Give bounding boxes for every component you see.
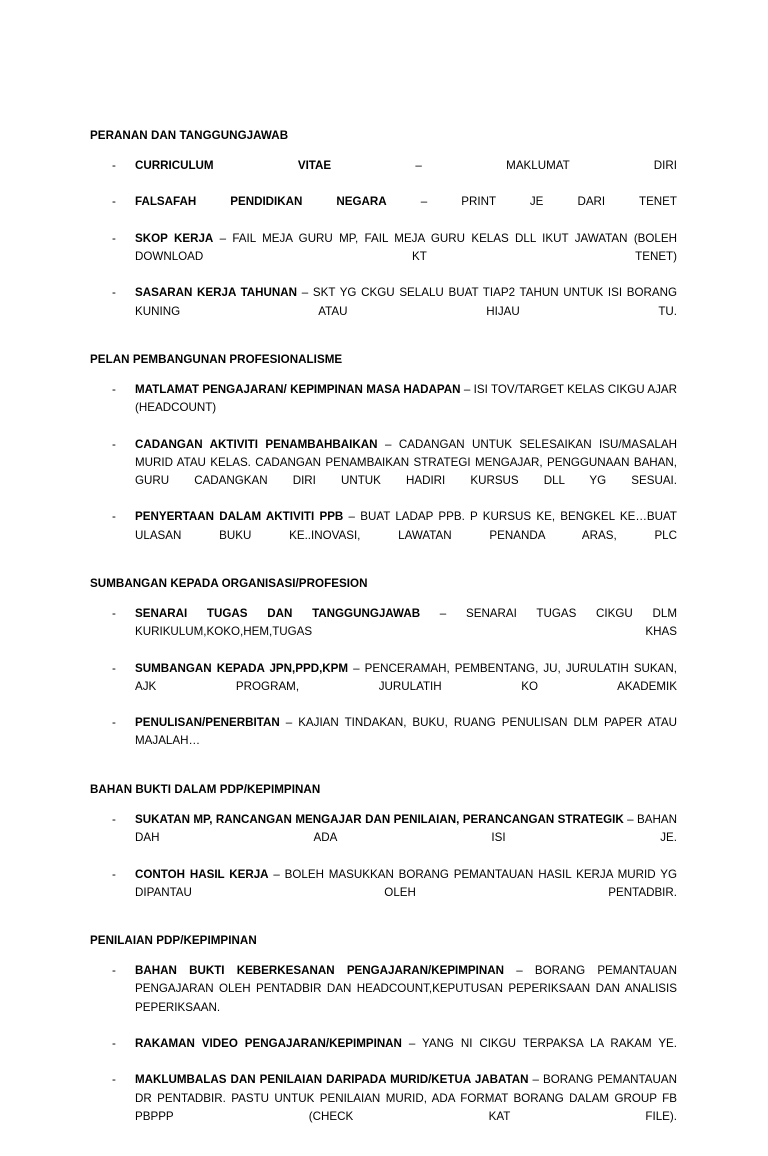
- item-lead: FALSAFAH PENDIDIKAN NEGARA: [135, 195, 387, 209]
- list-item: [90, 660, 677, 715]
- item-lead: CADANGAN AKTIVITI PENAMBAHBAIKAN: [135, 437, 378, 451]
- list-item: [90, 157, 677, 193]
- section-bahan-bukti: [90, 781, 677, 920]
- section-peranan: [90, 127, 677, 339]
- list-item: [90, 1071, 677, 1144]
- list-item: [90, 605, 677, 660]
- item-text: – YANG NI CIKGU TERPAKSA LA RAKAM YE.: [401, 1036, 678, 1050]
- item-lead: BAHAN BUKTI KEBERKESANAN PENGAJARAN/KEPIMPINAN: [135, 964, 504, 978]
- bullet-list: [90, 157, 677, 339]
- item-lead: SASARAN KERJA TAHUNAN: [135, 286, 298, 300]
- section-sumbangan: [90, 575, 677, 769]
- section-penilaian: [90, 932, 677, 1144]
- list-item: [90, 193, 677, 229]
- item-lead: PENULISAN/PENERBITAN: [135, 716, 280, 730]
- dash-bullet: -: [112, 964, 116, 978]
- item-lead: SKOP KERJA: [135, 231, 214, 245]
- item-lead: SUKATAN MP, RANCANGAN MENGAJAR DAN PENILAIAN, PERANCANGAN STRATEGIK: [135, 812, 624, 826]
- item-text: – BORANG PEMANTAUAN DR PENTADBIR. PASTU UNTUK PENILAIAN MURID, ADA FORMAT BORANG DALAM GROUP FB PBPPP (CHECK KAT FILE).: [135, 1073, 677, 1123]
- section-heading: PERANAN DAN TANGGUNGJAWAB: [90, 129, 289, 142]
- item-text: – MAKLUMAT DIRI: [331, 159, 677, 172]
- dash-bullet: -: [112, 159, 116, 172]
- item-text: – FAIL MEJA GURU MP, FAIL MEJA GURU KELAS DLL IKUT JAWATAN (BOLEH DOWNLOAD KT TENET): [135, 231, 677, 264]
- dash-bullet: -: [112, 510, 116, 524]
- section-heading: BAHAN BUKTI DALAM PDP/KEPIMPINAN: [90, 782, 321, 796]
- item-text: – PRINT JE DARI TENET: [386, 195, 677, 209]
- dash-bullet: -: [112, 716, 116, 730]
- item-lead: MAKLUMBALAS DAN PENILAIAN DARIPADA MURID/KETUA JABATAN: [135, 1073, 529, 1087]
- item-lead: MATLAMAT PENGAJARAN/ KEPIMPINAN MASA HADAPAN: [135, 383, 461, 397]
- item-lead: PENYERTAAN DALAM AKTIVITI PPB: [135, 510, 344, 524]
- section-heading: PENILAIAN PDP/KEPIMPINAN: [90, 934, 257, 948]
- item-lead: SENARAI TUGAS DAN TANGGUNGJAWAB: [135, 607, 421, 621]
- dash-bullet: -: [112, 661, 116, 675]
- dash-bullet: -: [112, 867, 116, 881]
- list-item: [90, 230, 677, 285]
- item-text: – PENCERAMAH, PEMBENTANG, JU, JURULATIH SUKAN, AJK PROGRAM, JURULATIH KO AKADEMIK: [135, 661, 677, 693]
- dash-bullet: -: [112, 812, 116, 826]
- dash-bullet: -: [112, 1036, 116, 1050]
- item-text: – SKT YG CKGU SELALU BUAT TIAP2 TAHUN UNTUK ISI BORANG KUNING ATAU HIJAU TU.: [135, 286, 677, 318]
- list-item: [90, 381, 677, 436]
- section-pelan: [90, 351, 677, 563]
- item-text: – BORANG PEMANTAUAN PENGAJARAN OLEH PENTADBIR DAN HEADCOUNT,KEPUTUSAN PEPERIKSAAN DAN ANALISIS PEPERIKSAAN.: [135, 964, 677, 1014]
- item-text: – BUAT LADAP PPB. P KURSUS KE, BENGKEL KE…BUAT ULASAN BUKU KE..INOVASI, LAWATAN PENANDA ARAS, PLC: [135, 510, 677, 542]
- list-item: [90, 866, 677, 921]
- document-body: [90, 127, 677, 1156]
- section-heading: SUMBANGAN KEPADA ORGANISASI/PROFESION: [90, 577, 368, 591]
- list-item: [90, 284, 677, 339]
- dash-bullet: -: [112, 195, 116, 209]
- list-item: [90, 811, 677, 866]
- dash-bullet: -: [112, 231, 116, 245]
- item-lead: SUMBANGAN KEPADA JPN,PPD,KPM: [135, 661, 349, 675]
- list-item: [90, 1035, 677, 1071]
- bullet-list: [90, 811, 677, 920]
- dash-bullet: -: [112, 607, 116, 621]
- bullet-list: [90, 962, 677, 1144]
- item-text: – SENARAI TUGAS CIKGU DLM KURIKULUM,KOKO,HEM,TUGAS KHAS: [135, 607, 677, 639]
- bullet-list: [90, 605, 677, 769]
- list-item: [90, 508, 677, 563]
- dash-bullet: -: [112, 383, 116, 397]
- item-text: – ISI TOV/TARGET KELAS CIKGU AJAR (HEADCOUNT): [135, 383, 677, 415]
- item-text: – BAHAN DAH ADA ISI JE.: [135, 812, 677, 845]
- dash-bullet: -: [112, 286, 116, 300]
- section-heading: PELAN PEMBANGUNAN PROFESIONALISME: [90, 353, 343, 367]
- list-item: [90, 436, 677, 509]
- item-text: – BOLEH MASUKKAN BORANG PEMANTAUAN HASIL KERJA MURID YG DIPANTAU OLEH PENTADBIR.: [135, 867, 678, 899]
- list-item: [90, 714, 677, 769]
- item-lead: RAKAMAN VIDEO PENGAJARAN/KEPIMPINAN: [135, 1036, 402, 1050]
- item-lead: CURRICULUM VITAE: [135, 159, 332, 172]
- bullet-list: [90, 381, 677, 563]
- item-text: – CADANGAN UNTUK SELESAIKAN ISU/MASALAH MURID ATAU KELAS. CADANGAN PENAMBAIKAN STRATEGI MENGAJAR, PENGGUNAAN BAHAN, GURU CADANGKAN DIRI UNTUK HADIRI KURSUS DLL YG SESUAI.: [135, 437, 678, 488]
- item-text: – KAJIAN TINDAKAN, BUKU, RUANG PENULISAN DLM PAPER ATAU MAJALAH…: [135, 716, 677, 748]
- dash-bullet: -: [112, 1073, 116, 1087]
- list-item: [90, 962, 677, 1035]
- dash-bullet: -: [112, 437, 116, 451]
- item-lead: CONTOH HASIL KERJA: [135, 867, 269, 881]
